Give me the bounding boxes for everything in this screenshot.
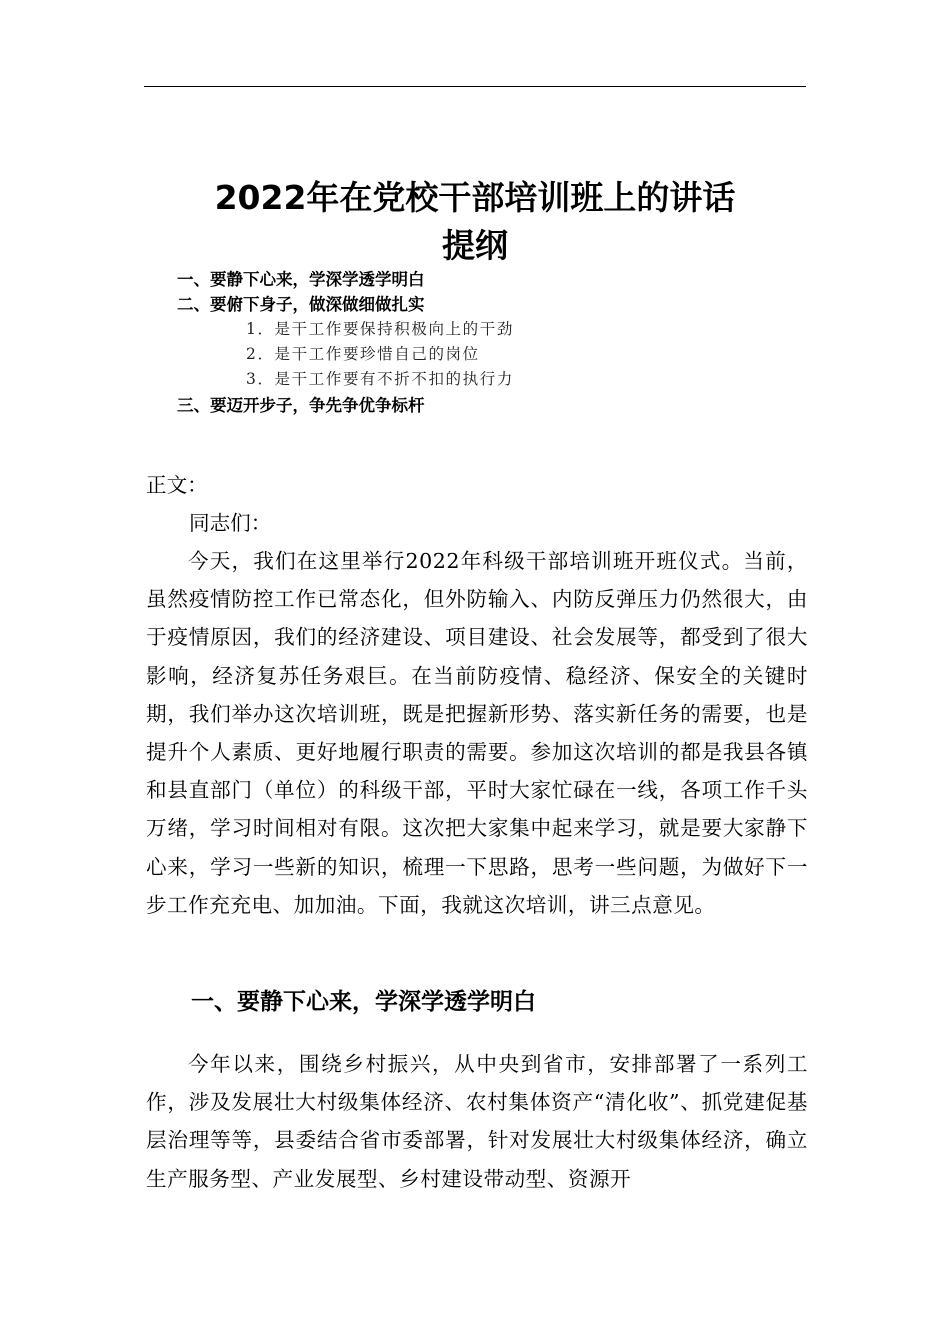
document-title-continued: 提纲: [442, 226, 508, 265]
outline-subitem-3: 3．是干工作要有不折不扣的执行力: [246, 370, 514, 388]
body-label: 正文：: [146, 473, 208, 497]
outline-subitem-2: 2．是干工作要珍惜自己的岗位: [246, 345, 480, 363]
paragraph: 今年以来，围绕乡村振兴，从中央到省市，安排部署了一系列工作，涉及发展壮大村级集体经济、农村集体资产“清化收”、抓党建促基层治理等等，县委结合省市委部署，针对发展壮大村级集体经济，确立生产服务型、产业发展型、乡村建设带动型、资源开: [146, 1052, 808, 1191]
outline-item-1: 一、要静下心来，学深学透学明白: [177, 270, 425, 289]
paragraph: 今天，我们在这里举行2022年科级干部培训班开班仪式。当前，虽然疫情防控工作已常态化，但外防输入、内防反弹压力仍然很大，由于疫情原因，我们的经济建设、项目建设、社会发展等，都受到了很大影响，经济复苏任务艰巨。在当前防疫情、稳经济、保安全的关键时期，我们举办这次培训班，既是把握新形势、落实新任务的需要，也是提升个人素质、更好地履行职责的需要。参加这次培训的都是我县各镇和县直部门（单位）的科级干部，平时大家忙碌在一线，各项工作千头万绪，学习时间相对有限。这次把大家集中起来学习，就是要大家静下心来，学习一些新的知识，梳理一下思路，思考一些问题，为做好下一步工作充充电、加加油。下面，我就这次培训，讲三点意见。: [146, 549, 808, 917]
outline-item-3: 三、要迈开步子，争先争优争标杆: [177, 396, 425, 415]
header-rule: [144, 86, 806, 87]
outline-item-2: 二、要俯下身子，做深做细做扎实: [177, 295, 425, 314]
section-heading: 一、要静下心来，学深学透学明白: [191, 989, 536, 1015]
outline-subitem-1: 1．是干工作要保持积极向上的干劲: [246, 320, 514, 338]
document-title: 2022年在党校干部培训班上的讲话: [214, 178, 736, 217]
greeting: 同志们：: [189, 511, 272, 535]
